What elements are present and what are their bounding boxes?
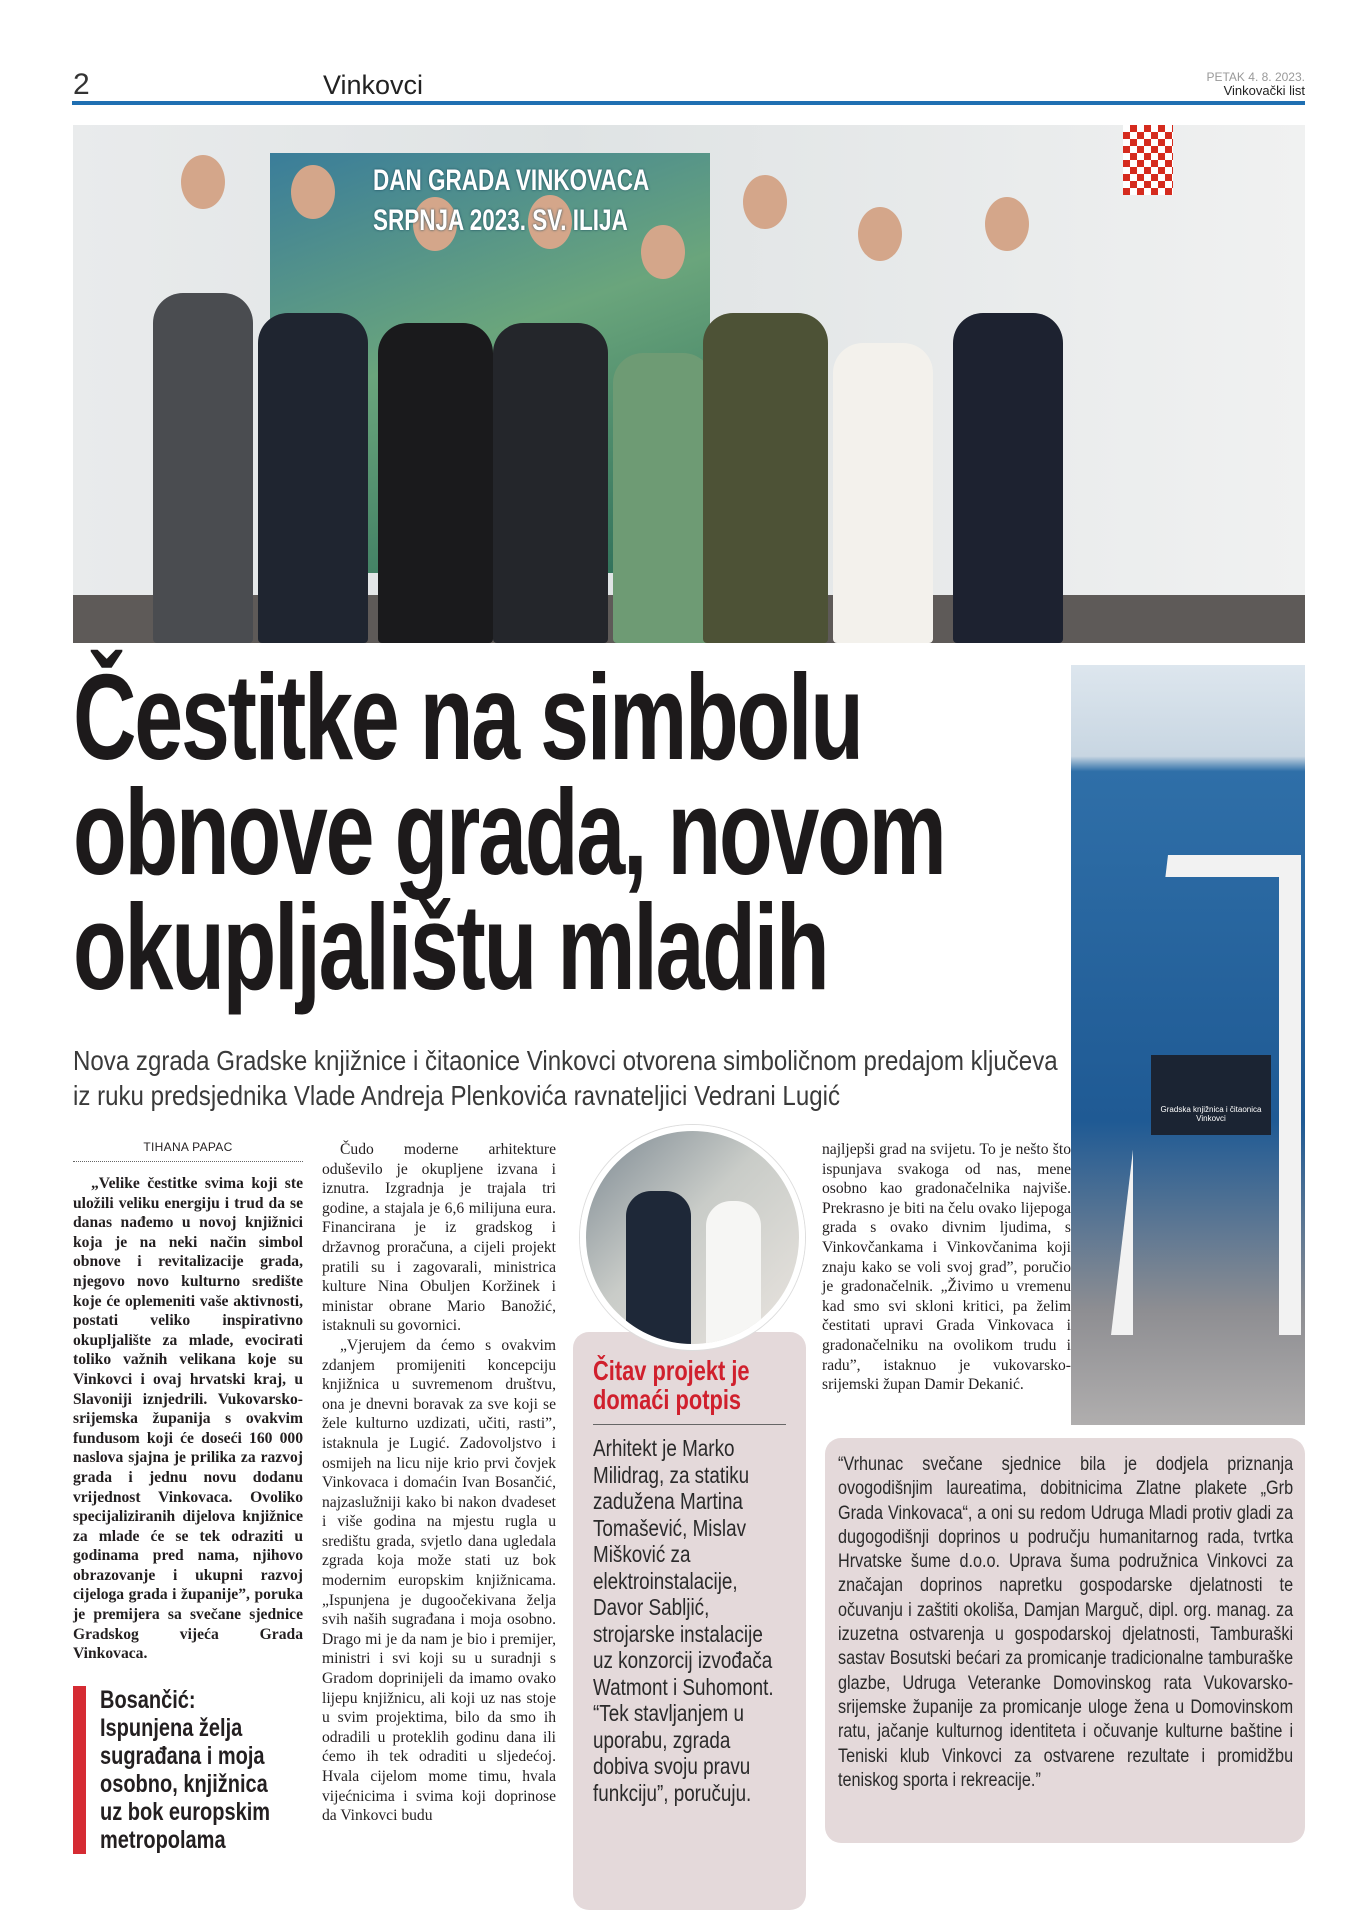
screen-text — [373, 161, 649, 241]
sidebar-title-line: domaći potpis — [593, 1384, 742, 1415]
article-column-4 — [822, 1140, 1071, 1395]
person — [153, 293, 253, 643]
paragraph: najljepši grad na svijetu. To je nešto što ispunjava svakoga od nas, mene osobno kao gradonačelnika najviše. Prekrasno je biti na čelu ovako lijepoga grada s ovako divnim ljudima, s Vinkovčankama i Vinkovčanima koji znaju kako se voli svoj grad”, poručio je gradonačelnik. „Živimo u vremenu kad smo svi skloni kritici, pa želim čestitati upravi Grada Vinkovaca i gradonačelniku na ovolikom trudu i radu”, istaknuo je vukovarsko-srijemski župan Damir Dekanić. — [822, 1141, 1071, 1394]
person — [833, 343, 933, 643]
newspaper-name: Vinkovački list — [1223, 83, 1305, 98]
person-head — [743, 175, 787, 229]
paragraph: Čudo moderne arhitekture oduševilo je okupljene izvana i iznutra. Izgradnja je trajala tri godine, a stajala je 6,6 milijuna eura. Financirana je iz gradskog i državnog proračuna, a cijeli projekt pratili su i zagovarali, ministrica kulture Nina Obuljen Koržinek i ministar obrane Mario Banožić, istaknuli su govornici. — [322, 1141, 556, 1335]
header-rule — [72, 101, 1305, 105]
byline: TIHANA PAPAC — [73, 1140, 303, 1162]
subheading-line: sugrađana i moja — [100, 1742, 265, 1770]
person — [378, 323, 493, 643]
person — [258, 313, 368, 643]
person — [706, 1201, 761, 1350]
award-ceremony-photo — [73, 125, 1305, 643]
headline-line: okupljalištu mladih — [73, 879, 828, 1015]
article-column-1 — [73, 1140, 303, 1664]
issue-date: PETAK 4. 8. 2023. — [1206, 70, 1305, 84]
person-head — [181, 155, 225, 209]
laureates-box — [825, 1438, 1305, 1843]
article-column-2 — [322, 1140, 556, 1826]
sidebar-divider — [593, 1424, 786, 1425]
person — [703, 313, 828, 643]
building-sign: Gradska knjižnica i čitaonica Vinkovci — [1151, 1055, 1271, 1135]
headline-line: obnove grada, novom — [73, 764, 945, 900]
screen-line: DAN GRADA VINKOVACA — [373, 164, 650, 197]
person — [613, 353, 713, 643]
person — [953, 313, 1063, 643]
subheading-line: metropolama — [100, 1826, 226, 1854]
lead-paragraph: „Velike čestitke svima koji ste uložili veliku energiju i trud da se danas nađemo u novoj knjižnici koja je na neki način simbol obnove i revitalizacije grada, njegovo novo kulturno središte koje će oplemeniti vaše aktivnosti, postati veliko inspirativno okupljalište za mlade, evocirati toliko važnih velikana koje su Vinkovci i ovaj hrvatski kraj, u Slavoniji iznjedrili. Vukovarsko-srijemska županija s ovakvim fundusom koji će doseći 160 000 naslova sjajna je prilika za razvoj grada i jednu novu dodanu vrijednost Vinkovaca. Ovoliko specijaliziranih dijelova knjižnice za mlade će se tek odraziti u godinama pred nama, njihovo obrazovanje i ukupni razvoj cijeloga grada i županije”, poruka je premijera sa svečane sjednice Gradskog vijeća Grada Vinkovaca. — [73, 1175, 303, 1663]
sidebar-box-project — [573, 1332, 806, 1910]
person-head — [291, 165, 335, 219]
headline-line: Čestitke na simbolu — [73, 649, 862, 785]
person-head — [985, 197, 1029, 251]
paragraph: „Vjerujem da ćemo s ovakvim zdanjem promijeniti koncepciju knjižnica u suvremenom društvu, ona je dnevni boravak za sve koji se žele kulturno uzdizati, učiti, rasti”, istaknula je Lugić. Zadovoljstvo i osmijeh na licu nije krio prvi čovjek Vinkovaca i domaćin Ivan Bosančić, najzaslužniji kako bi nakon dvadeset i više godina na mjestu rugla u središtu grada, svjetlo dana ugledala zgrada koja može stati uz bok modernim europskim knjižnicama. „Ispunjena je dugoočekivana želja svih naših sugrađana i moja osobno. Drago mi je da nam je bio i premijer, ministri i svi koji su u suradnji s Gradom doprinijeli da imamo ovako lijepu knjižnicu, ali koji uz nas stoje u svim projektima, bilo da smo ih odradili u proteklih godinu dana ili ćemo ih tek odraditi u sljedećoj. Hvala cijelom mome timu, hvala vijećnicima i svima koji doprinose da Vinkovci budu — [322, 1336, 556, 1825]
section-title: Vinkovci — [323, 70, 424, 100]
screen-line: SRPNJA 2023. SV. ILIJA — [373, 204, 628, 237]
subheading-line: osobno, knjižnica — [100, 1770, 268, 1798]
subheading-line: uz bok europskim — [100, 1798, 271, 1826]
masthead-info — [1206, 70, 1305, 98]
page-number: 2 — [73, 68, 90, 101]
sidebar-title — [593, 1356, 796, 1420]
croatian-coat-of-arms — [1123, 125, 1173, 195]
subheading-line: Bosančić: — [100, 1686, 196, 1714]
sidebar-title-line: Čitav projekt je — [593, 1355, 750, 1386]
sidebar-text: Arhitekt je Marko Milidrag, za statiku zadužena Martina Tomašević, Mislav Mišković za elektroinstalacije, Davor Sabljić, strojarske instalacije uz konzorcij izvođača Watmont i Suhomont. “Tek stavljanjem u uporabu, zgrada dobiva svoju pravu funkciju”, poručuju. — [593, 1435, 774, 1806]
subheading-bosancic — [73, 1686, 303, 1854]
plenkovic-lugic-photo — [580, 1125, 805, 1350]
library-building-photo — [1071, 665, 1305, 1425]
headline — [73, 649, 1073, 1015]
person-head — [858, 207, 902, 261]
subheading-line: Ispunjena želja — [100, 1714, 243, 1742]
subtitle: Nova zgrada Gradske knjižnice i čitaonice Vinkovci otvorena simboličnom predajom ključeva iz ruku predsjednika Vlade Andreja Plenkovića ravnateljici Vedrani Lugić — [73, 1045, 1058, 1111]
person — [493, 323, 608, 643]
laureates-text: “Vrhunac svečane sjednice bila je dodjela priznanja ovogodišnjim laureatima, dobitnicima Zlatne plakete „Grb Grada Vinkovaca“, a oni su redom Udruga Mladi protiv gladi za dugogodišnji doprinos u području humanitarnog rada, tvrtka Hrvatske šume d.o.o. Uprava šuma podružnica Vinkovci za značajan doprinos napretku gospodarske djelatnosti te očuvanju i zaštiti okoliša, Damjan Marguč, dipl. org. manag. za izuzetna ostvarenja u gospodarskoj djelatnosti, Tamburaški sastav Bosutski bećari za promicanje tradicionalne tamburaške glazbe, Udruga Veteranke Domovinskog rata Vukovarsko-srijemske županije za promicanje uloge žena u Domovinskom ratu, jačanje kulturnog identiteta i očuvanje kulturne baštine i Teniski klub Vinkovci za ostvarene rezultate i promidžbu teniskog sporta i rekreacije.” — [838, 1453, 1294, 1791]
person — [626, 1191, 691, 1350]
